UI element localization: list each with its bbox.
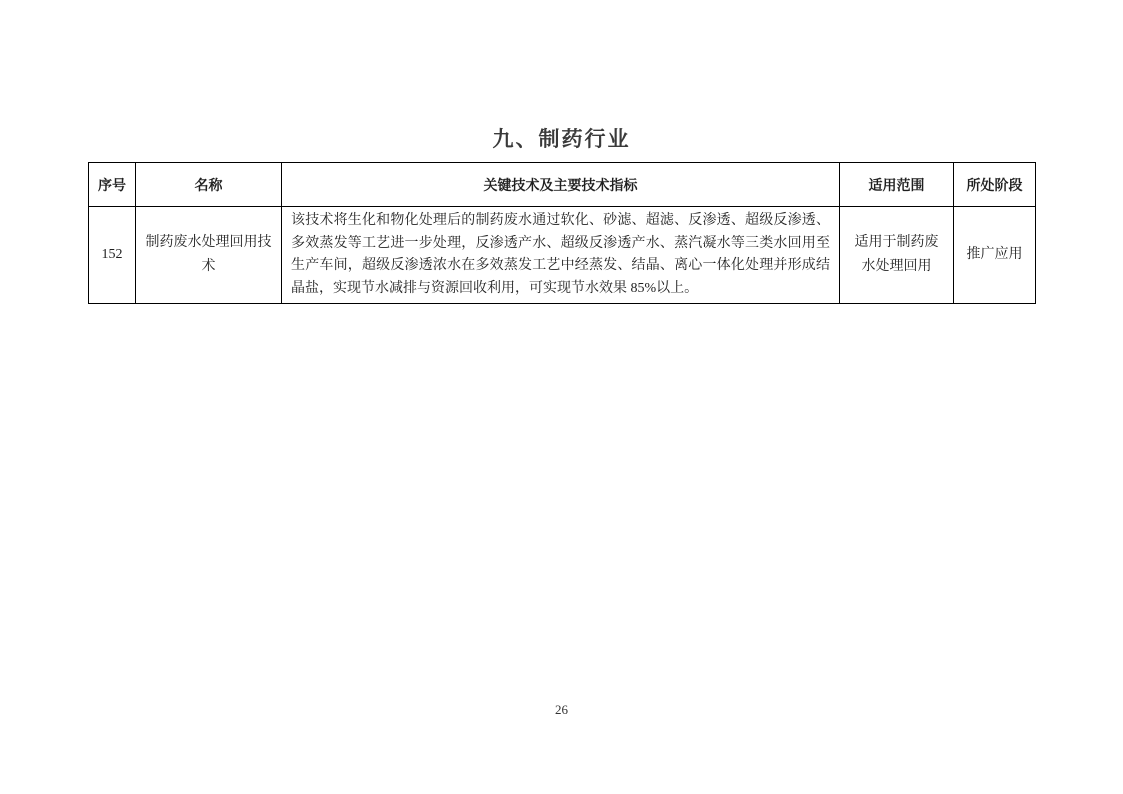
- col-header-stage: 所处阶段: [954, 163, 1036, 207]
- table-header-row: [89, 163, 1036, 207]
- cell-index: 152: [89, 207, 136, 304]
- table-row: [89, 207, 1036, 304]
- section-title: 九、制药行业: [492, 128, 631, 151]
- col-header-scope: 适用范围: [840, 163, 954, 207]
- technology-table: [88, 162, 1036, 304]
- col-header-key-tech: 关键技术及主要技术指标: [282, 163, 840, 207]
- page-number: 26: [555, 702, 568, 717]
- col-header-index: 序号: [89, 163, 136, 207]
- cell-stage: 推广应用: [954, 207, 1036, 304]
- col-header-name: 名称: [136, 163, 282, 207]
- cell-name: 制药废水处理回用技术: [136, 207, 282, 304]
- cell-description: 该技术将生化和物化处理后的制药废水通过软化、砂滤、超滤、反渗透、超级反渗透、多效蒸发等工艺进一步处理，反渗透产水、超级反渗透产水、蒸汽凝水等三类水回用至生产车间，超级反渗透浓水在多效蒸发工艺中经蒸发、结晶、离心一体化处理并形成结晶盐，实现节水减排与资源回收利用，可实现节水效果 85%以上。: [282, 207, 840, 304]
- cell-scope: 适用于制药废水处理回用: [840, 207, 954, 304]
